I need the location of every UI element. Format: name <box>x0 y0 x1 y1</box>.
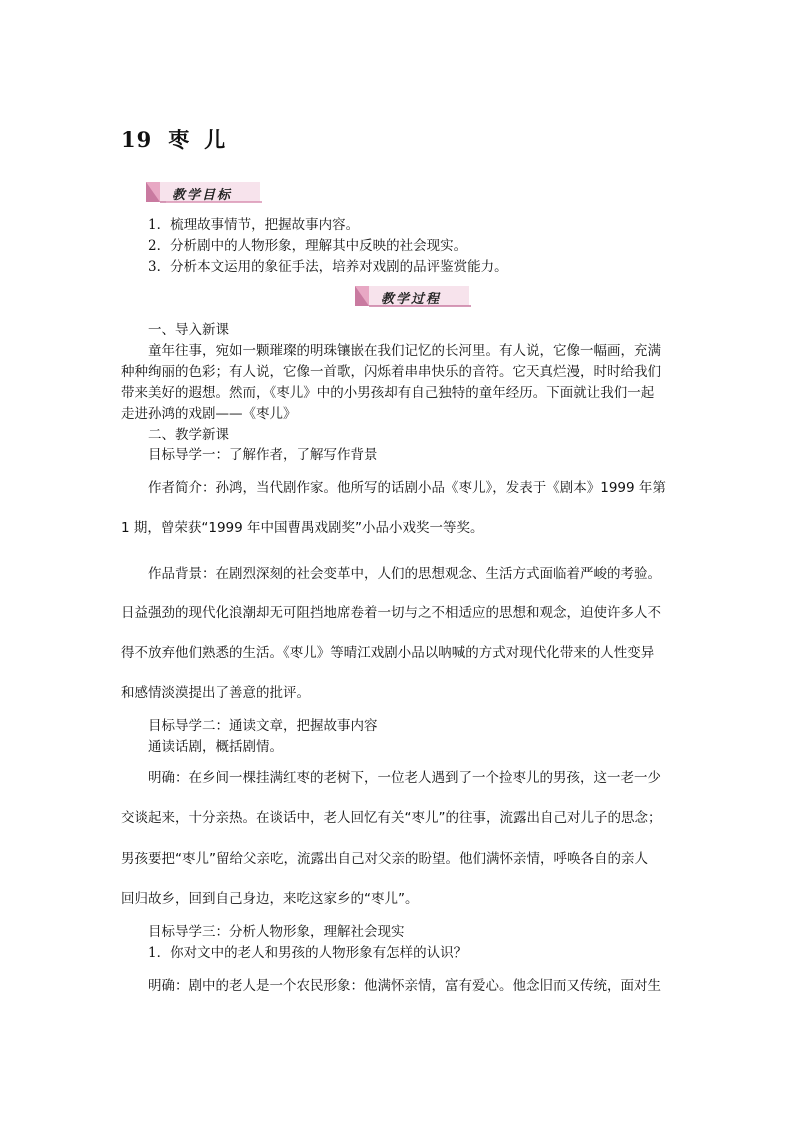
background-line: 日益强劲的现代化浪潮却无可阻挡地席卷着一切与之不相适应的思想和观念，迫使许多人不 <box>121 605 661 621</box>
question-1: 1．你对文中的老人和男孩的人物形象有怎样的认识？ <box>148 945 468 961</box>
intro-paragraph-line: 走进孙鸿的戏剧——《枣儿》 <box>121 406 297 422</box>
guide-3-heading: 目标导学三：分析人物形象，理解社会现实 <box>148 924 405 940</box>
lesson-title-char-1: 枣 <box>168 127 191 152</box>
teaching-goals-badge <box>146 182 264 204</box>
plot-summary-line: 回归故乡，回到自己身边，来吃这家乡的“枣儿”。 <box>121 891 419 907</box>
intro-paragraph-line: 带来美好的遐想。然而，《枣儿》中的小男孩却有自己独特的童年经历。下面就让我们一起 <box>121 385 655 401</box>
read-task: 通读话剧，概括剧情。 <box>148 739 283 755</box>
goal-item-1: 1．梳理故事情节，把握故事内容。 <box>148 217 360 233</box>
plot-summary-line: 明确：在乡间一棵挂满红枣的老树下，一位老人遇到了一个捡枣儿的男孩，这一老一少 <box>148 770 661 786</box>
author-intro-line: 作者简介：孙鸿，当代剧作家。他所写的话剧小品《枣儿》，发表于《剧本》1999 年第 <box>148 480 666 496</box>
goal-item-2: 2．分析剧中的人物形象，理解其中反映的社会现实。 <box>148 238 468 254</box>
lesson-number: 19 <box>121 127 153 152</box>
background-line: 得不放弃他们熟悉的生活。《枣儿》等晴江戏剧小品以呐喊的方式对现代化带来的人性变异 <box>121 645 655 661</box>
section-heading-new-lesson: 二、教学新课 <box>148 427 229 443</box>
lesson-title-char-2: 儿 <box>204 127 227 152</box>
teaching-process-label: 教学过程 <box>381 292 442 307</box>
guide-2-heading: 目标导学二：通读文章，把握故事内容 <box>148 718 378 734</box>
intro-paragraph-line: 种种绚丽的色彩；有人说，它像一首歌，闪烁着串串快乐的音符。它天真烂漫，时时给我们 <box>121 364 661 380</box>
lesson-title <box>121 124 226 154</box>
section-heading-intro: 一、导入新课 <box>148 322 229 338</box>
intro-paragraph-line: 童年往事，宛如一颗璀璨的明珠镶嵌在我们记忆的长河里。有人说，它像一幅画，充满 <box>148 343 661 359</box>
teaching-goals-label: 教学目标 <box>172 188 233 203</box>
plot-summary-line: 男孩要把“枣儿”留给父亲吃，流露出自己对父亲的盼望。他们满怀亲情，呼唤各自的亲人 <box>121 851 648 867</box>
background-line: 和感情淡漠提出了善意的批评。 <box>121 685 310 701</box>
guide-1-heading: 目标导学一：了解作者，了解写作背景 <box>148 447 378 463</box>
background-line: 作品背景：在剧烈深刻的社会变革中，人们的思想观念、生活方式面临着严峻的考验。 <box>148 566 661 582</box>
goal-item-3: 3．分析本文运用的象征手法，培养对戏剧的品评鉴赏能力。 <box>148 259 508 275</box>
plot-summary-line: 交谈起来，十分亲热。在谈话中，老人回忆有关“枣儿”的往事，流露出自己对儿子的思念； <box>121 810 662 826</box>
teaching-process-badge <box>355 286 473 308</box>
answer-1-line: 明确：剧中的老人是一个农民形象：他满怀亲情，富有爱心。他念旧而又传统，面对生 <box>148 978 661 994</box>
author-intro-line: 1 期，曾荣获“1999 年中国曹禺戏剧奖”小品小戏奖一等奖。 <box>121 520 484 536</box>
